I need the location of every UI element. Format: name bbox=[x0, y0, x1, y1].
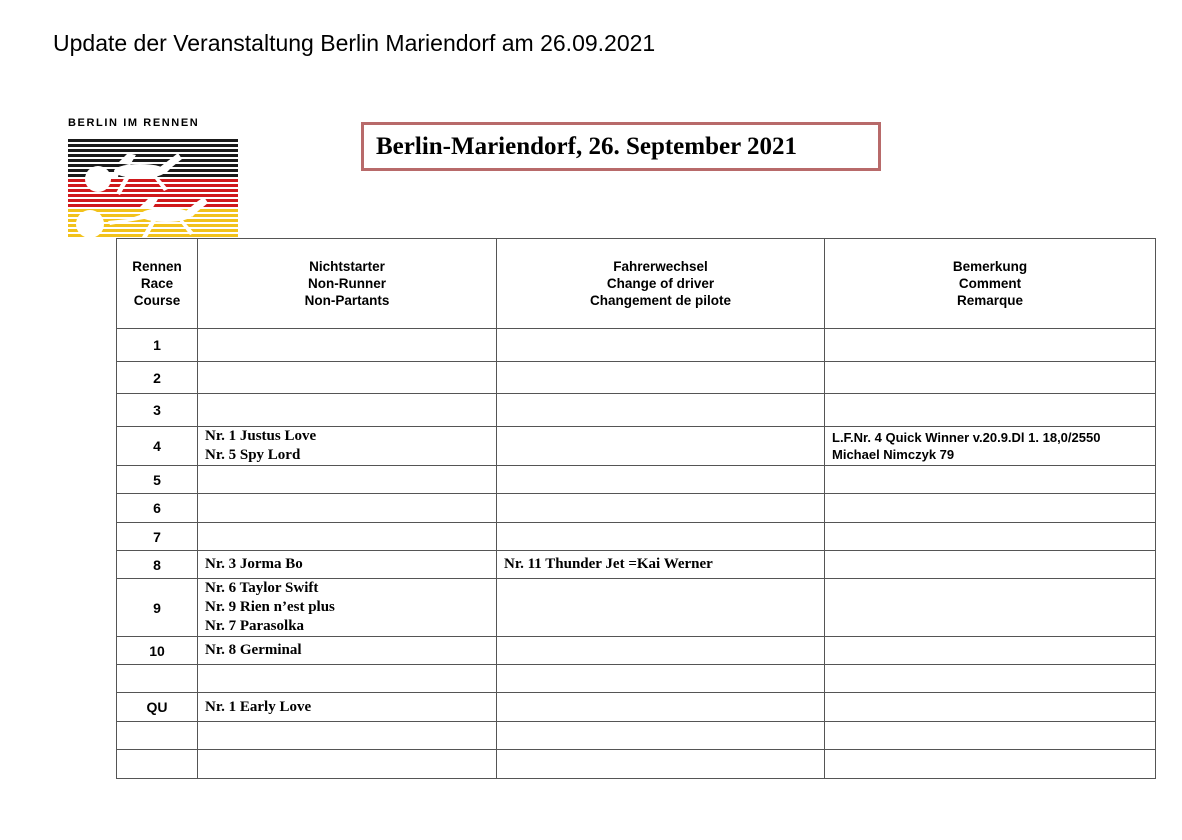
cell-line: Non-Partants bbox=[304, 293, 390, 308]
cell-line: Nr. 8 Germinal bbox=[205, 642, 302, 658]
driver-change-cell bbox=[497, 665, 825, 693]
nonstarters-cell bbox=[198, 750, 497, 779]
race-number-cell bbox=[117, 750, 198, 779]
table-row bbox=[117, 551, 1156, 579]
table-header-row bbox=[117, 239, 1156, 329]
table-row bbox=[117, 427, 1156, 466]
driver-change-cell bbox=[497, 750, 825, 779]
nonstarters-cell bbox=[198, 665, 497, 693]
cell-line: Nr. 7 Parasolka bbox=[205, 618, 305, 634]
cell-line: Nr. 3 Jorma Bo bbox=[205, 556, 303, 572]
table-row bbox=[117, 494, 1156, 523]
driver-change-cell bbox=[497, 523, 825, 551]
driver-change-cell bbox=[497, 637, 825, 665]
comment-cell bbox=[825, 466, 1156, 494]
race-number-cell: 10 bbox=[117, 637, 198, 665]
comment-cell bbox=[825, 693, 1156, 722]
race-number-cell: 3 bbox=[117, 394, 198, 427]
comment-cell bbox=[825, 329, 1156, 362]
table-row bbox=[117, 329, 1156, 362]
driver-change-cell bbox=[497, 579, 825, 637]
table-row bbox=[117, 579, 1156, 637]
race-number-cell: 9 bbox=[117, 579, 198, 637]
cell-line: Course bbox=[133, 293, 181, 308]
cell-line: L.F.Nr. 4 Quick Winner v.20.9.Dl 1. 18,0/2550 bbox=[832, 430, 1101, 445]
cell-line: Nr. 11 Thunder Jet =Kai Werner bbox=[504, 556, 713, 572]
nonstarters-cell bbox=[198, 466, 497, 494]
driver-change-cell bbox=[497, 494, 825, 523]
header-race bbox=[117, 239, 198, 329]
comment-cell bbox=[825, 637, 1156, 665]
cell-line: Non-Runner bbox=[308, 276, 386, 291]
cell-line: Rennen bbox=[132, 259, 182, 274]
nonstarters-cell bbox=[198, 394, 497, 427]
cell-line: Fahrerwechsel bbox=[613, 259, 708, 274]
driver-change-cell bbox=[497, 329, 825, 362]
nonstarters-cell bbox=[198, 722, 497, 750]
table-row bbox=[117, 394, 1156, 427]
driver-change-cell bbox=[497, 693, 825, 722]
comment-cell bbox=[825, 427, 1156, 466]
header-nonrunners bbox=[198, 239, 497, 329]
cell-line: Michael Nimczyk 79 bbox=[832, 447, 955, 462]
race-number-cell bbox=[117, 722, 198, 750]
driver-change-cell bbox=[497, 394, 825, 427]
cell-line: Nr. 9 Rien n’est plus bbox=[205, 599, 335, 615]
nonstarters-cell bbox=[198, 329, 497, 362]
race-number-cell: QU bbox=[117, 693, 198, 722]
nonstarters-cell bbox=[198, 523, 497, 551]
race-number-cell: 8 bbox=[117, 551, 198, 579]
table-row bbox=[117, 637, 1156, 665]
nonstarters-cell bbox=[198, 494, 497, 523]
table-row bbox=[117, 693, 1156, 722]
race-number-cell: 5 bbox=[117, 466, 198, 494]
table-row bbox=[117, 523, 1156, 551]
comment-cell bbox=[825, 523, 1156, 551]
cell-line: Change of driver bbox=[606, 276, 715, 291]
driver-change-cell bbox=[497, 551, 825, 579]
table-row bbox=[117, 750, 1156, 779]
event-heading: Berlin-Mariendorf, 26. September 2021 bbox=[376, 133, 797, 160]
horse-racing-logo-icon bbox=[68, 135, 238, 239]
race-changes-table bbox=[116, 238, 1156, 779]
cell-line: Race bbox=[140, 276, 174, 291]
nonstarters-cell bbox=[198, 637, 497, 665]
header-driver-change bbox=[497, 239, 825, 329]
cell-line: Bemerkung bbox=[952, 259, 1028, 274]
driver-change-cell bbox=[497, 722, 825, 750]
document-title: Update der Veranstaltung Berlin Mariendorf am 26.09.2021 bbox=[53, 30, 656, 56]
cell-line: Nr. 1 Justus Love bbox=[205, 428, 317, 444]
table-row bbox=[117, 362, 1156, 394]
comment-cell bbox=[825, 579, 1156, 637]
comment-cell bbox=[825, 665, 1156, 693]
cell-line: Comment bbox=[958, 276, 1022, 291]
comment-cell bbox=[825, 722, 1156, 750]
nonstarters-cell bbox=[198, 693, 497, 722]
nonstarters-cell bbox=[198, 362, 497, 394]
cell-line: Nichtstarter bbox=[309, 259, 385, 274]
driver-change-cell bbox=[497, 362, 825, 394]
nonstarters-cell bbox=[198, 579, 497, 637]
comment-cell bbox=[825, 551, 1156, 579]
berlin-im-rennen-logo bbox=[68, 117, 238, 239]
header-comment bbox=[825, 239, 1156, 329]
table-row bbox=[117, 665, 1156, 693]
logo-text: BERLIN IM RENNEN bbox=[68, 117, 200, 129]
nonstarters-cell bbox=[198, 427, 497, 466]
race-number-cell: 7 bbox=[117, 523, 198, 551]
table-row bbox=[117, 466, 1156, 494]
race-number-cell: 6 bbox=[117, 494, 198, 523]
comment-cell bbox=[825, 362, 1156, 394]
driver-change-cell bbox=[497, 466, 825, 494]
race-number-cell: 2 bbox=[117, 362, 198, 394]
race-number-cell: 1 bbox=[117, 329, 198, 362]
race-number-cell: 4 bbox=[117, 427, 198, 466]
comment-cell bbox=[825, 750, 1156, 779]
comment-cell bbox=[825, 494, 1156, 523]
cell-line: Nr. 5 Spy Lord bbox=[205, 447, 301, 463]
cell-line: Remarque bbox=[956, 293, 1024, 308]
race-number-cell bbox=[117, 665, 198, 693]
event-heading-box bbox=[361, 122, 881, 171]
cell-line: Nr. 6 Taylor Swift bbox=[205, 580, 319, 596]
nonstarters-cell bbox=[198, 551, 497, 579]
comment-cell bbox=[825, 394, 1156, 427]
table-row bbox=[117, 722, 1156, 750]
driver-change-cell bbox=[497, 427, 825, 466]
cell-line: Changement de pilote bbox=[589, 293, 731, 308]
cell-line: Nr. 1 Early Love bbox=[205, 698, 312, 715]
